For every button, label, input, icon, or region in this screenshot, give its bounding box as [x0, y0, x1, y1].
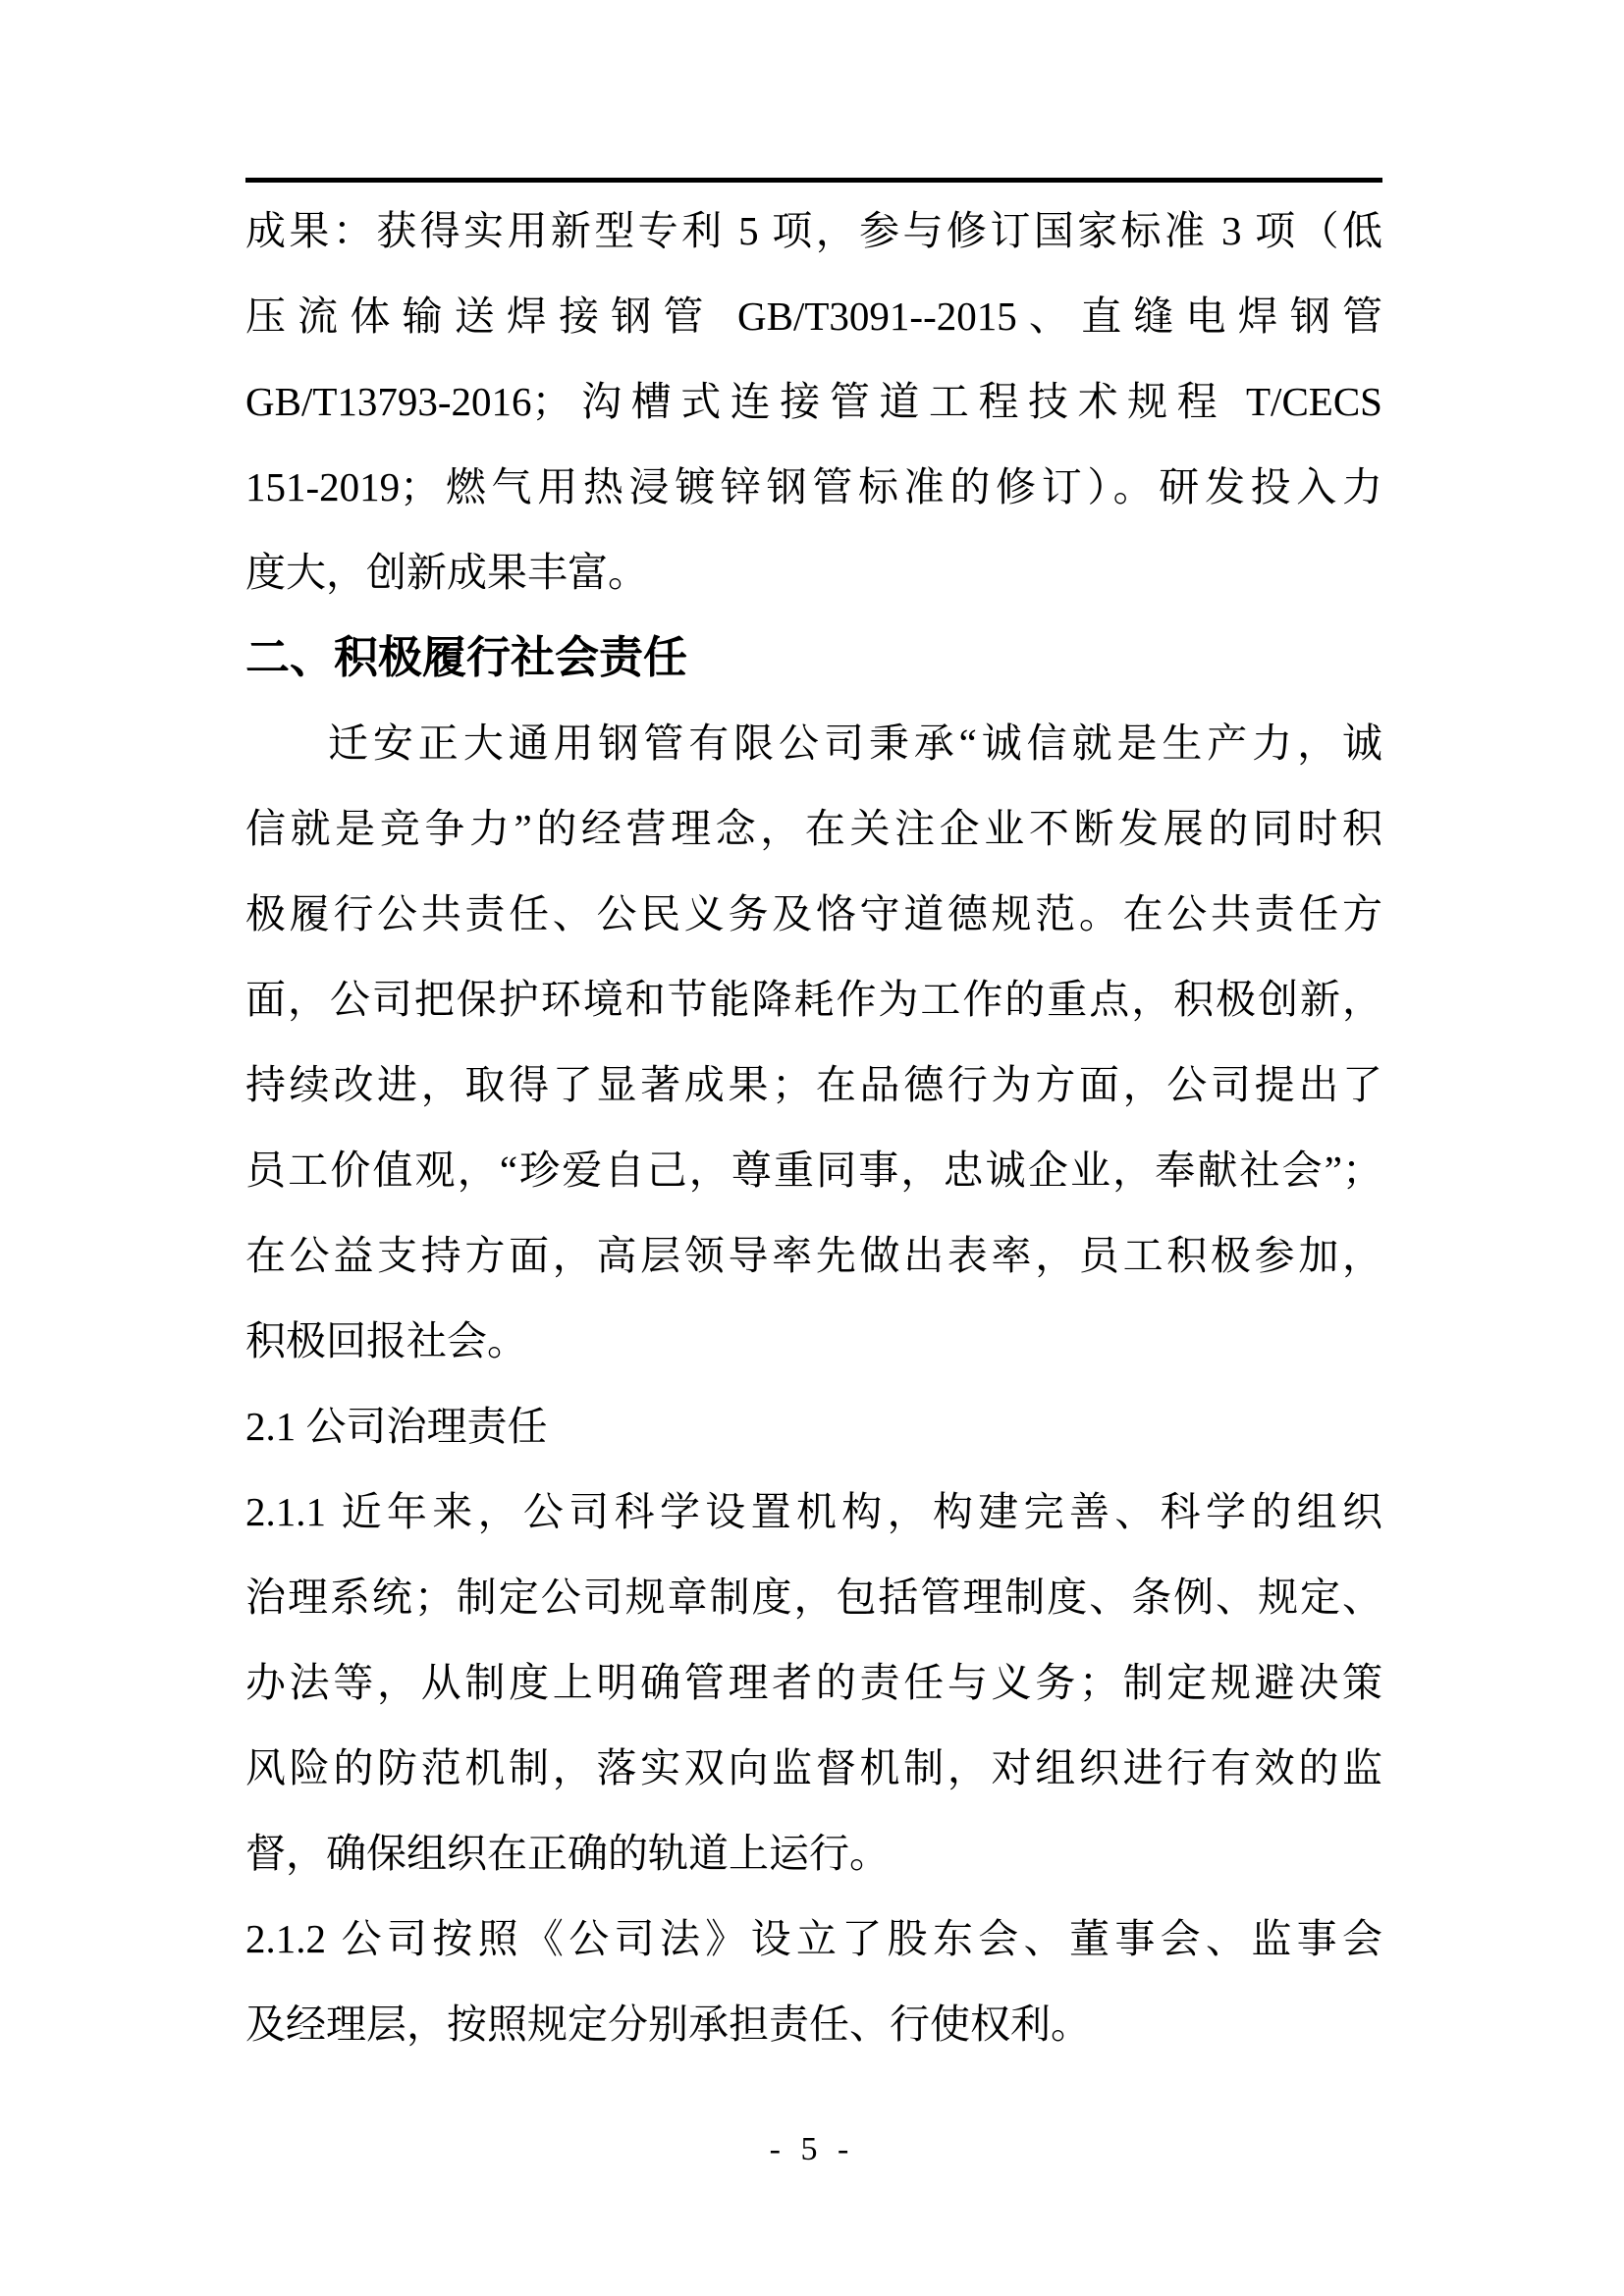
text-line: 持续改进，取得了显著成果；在品德行为方面，公司提出了 [245, 1062, 1382, 1107]
text-line: 及经理层，按照规定分别承担责任、行使权利。 [245, 2002, 1091, 2047]
text-line: 成果：获得实用新型专利 5 项，参与修订国家标准 3 项（低 [245, 208, 1382, 253]
text-line: 2.1.1 近年来，公司科学设置机构，构建完善、科学的组织 [245, 1489, 1382, 1534]
text-line: 度大，创新成果丰富。 [245, 550, 648, 595]
text-line: 办法等，从制度上明确管理者的责任与义务；制定规避决策 [245, 1660, 1382, 1705]
text-line: 2.1.2 公司按照《公司法》设立了股东会、董事会、监事会 [245, 1916, 1382, 1961]
text-line: 极履行公共责任、公民义务及恪守道德规范。在公共责任方 [245, 891, 1382, 936]
document-body [245, 188, 1382, 2067]
text-line: 在公益支持方面，高层领导率先做出表率，员工积极参加， [245, 1233, 1382, 1278]
text-line: 压流体输送焊接钢管 GB/T3091--2015、直缝电焊钢管 [245, 294, 1382, 339]
subsection-heading: 2.1 公司治理责任 [245, 1404, 548, 1449]
text-line: GB/T13793-2016；沟槽式连接管道工程技术规程 T/CECS [245, 379, 1382, 424]
text-line: 风险的防范机制，落实双向监督机制，对组织进行有效的监 [245, 1745, 1382, 1790]
text-line: 治理系统；制定公司规章制度，包括管理制度、条例、规定、 [245, 1575, 1382, 1620]
page-number: - 5 - [769, 2131, 855, 2167]
section-heading: 二、积极履行社会责任 [245, 633, 688, 682]
text-line: 员工价值观，“珍爱自己，尊重同事，忠诚企业，奉献社会”； [245, 1148, 1382, 1193]
paragraph-first-line: 迁安正大通用钢管有限公司秉承“诚信就是生产力，诚 [328, 721, 1382, 766]
text-line: 督，确保组织在正确的轨道上运行。 [245, 1831, 890, 1876]
header-rule [245, 178, 1382, 183]
text-line: 151-2019；燃气用热浸镀锌钢管标准的修订）。研发投入力 [245, 464, 1382, 509]
text-line: 面，公司把保护环境和节能降耗作为工作的重点，积极创新， [245, 977, 1382, 1022]
text-line: 信就是竞争力”的经营理念，在关注企业不断发展的同时积 [245, 806, 1382, 851]
text-line: 积极回报社会。 [245, 1318, 527, 1363]
